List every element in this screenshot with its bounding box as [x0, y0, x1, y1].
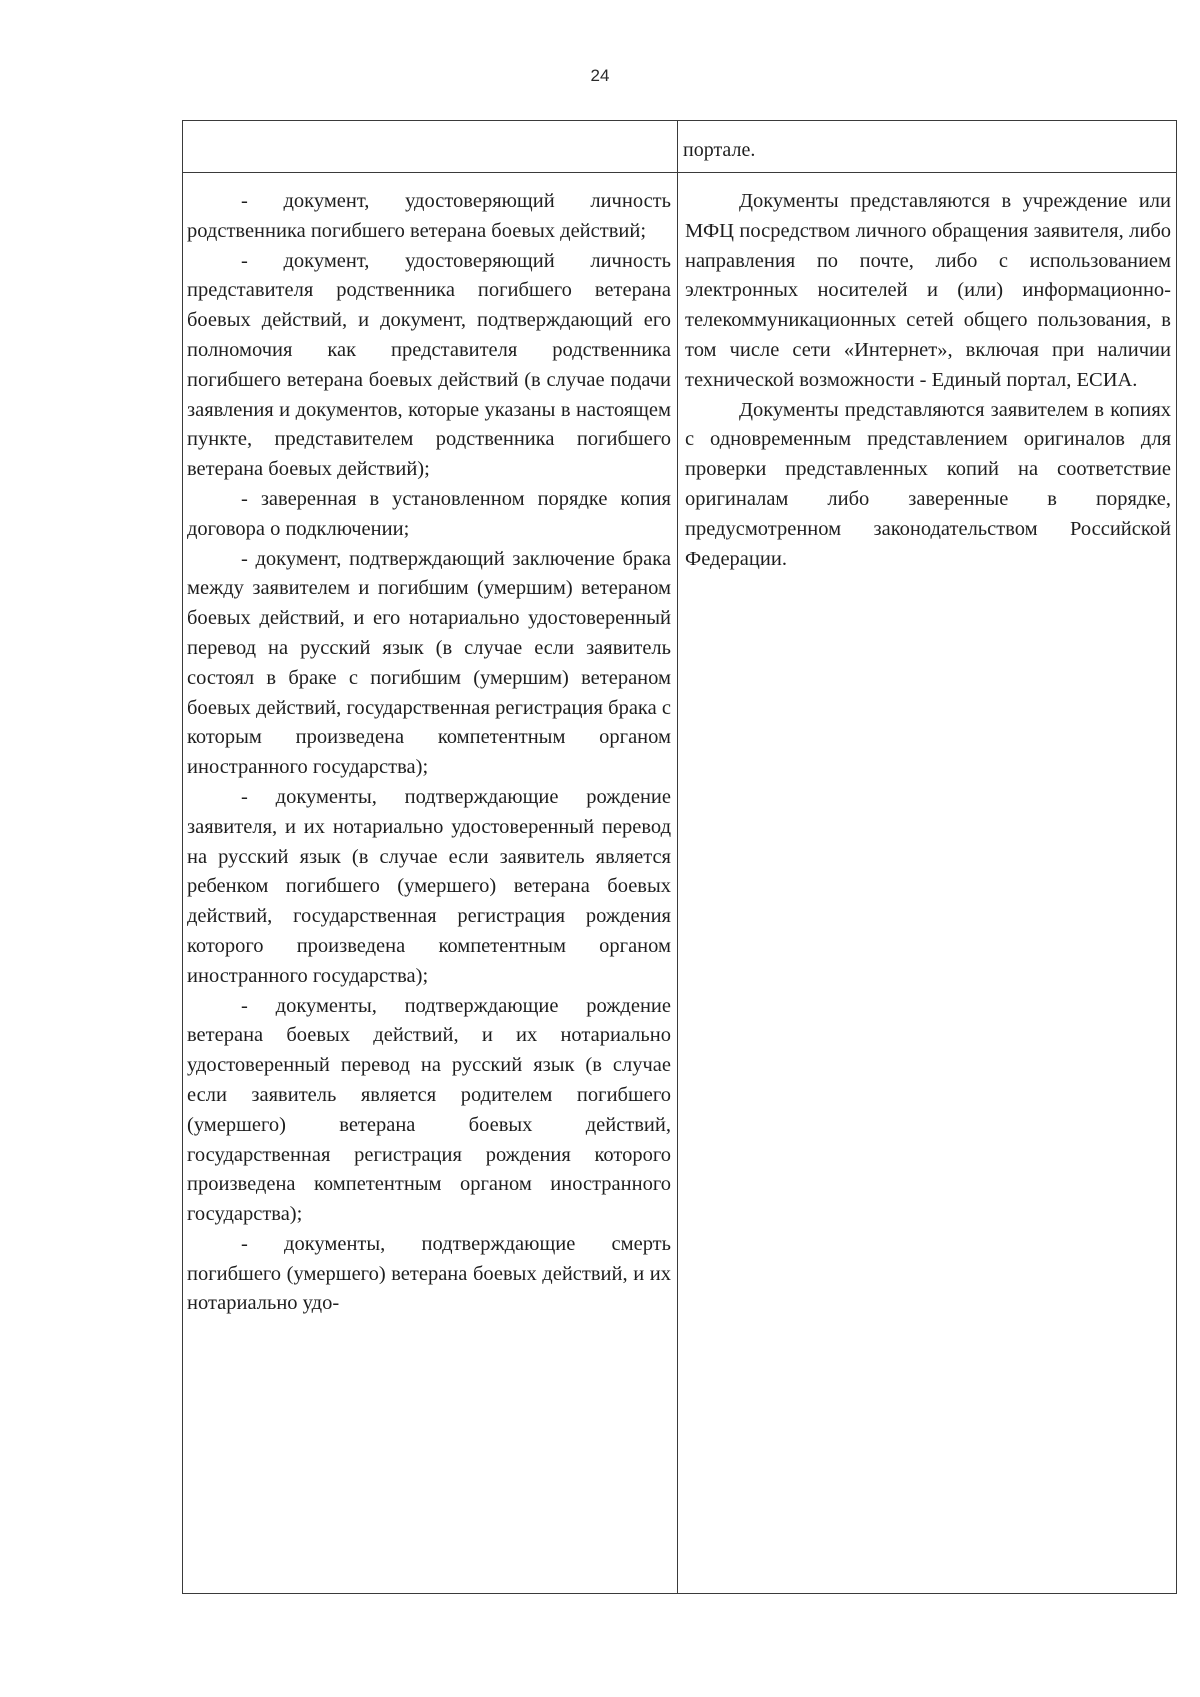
left-paragraph-6: - документы, подтверждающие рождение ветерана боевых действий, и их нотариально удостоверенный перевод на русский язык (в случае если заявитель является родителем погибшего (умершего) ветерана боевых действий, государственная регистрация рождения которого произведена компетентным органом иностранного государства);	[187, 994, 671, 1226]
page-number: 24	[590, 66, 610, 85]
left-paragraph-5: - документы, подтверждающие рождение заявителя, и их нотариально удостоверенный перевод на русский язык (в случае если заявитель является ребенком погибшего (умершего) ветерана боевых действий, государственная регистрация рождения которого произведена компетентным органом иностранного государства);	[187, 785, 671, 987]
document-table	[182, 120, 1177, 1594]
row-divider	[183, 172, 1176, 173]
left-paragraph-4: - документ, подтверждающий заключение брака между заявителем и погибшим (умершим) ветераном боевых действий, и его нотариально удостоверенный перевод на русский язык (в случае если заявитель состоял в браке с погибшим (умершим) ветераном боевых действий, государственная регистрация брака с которым произведена компетентным органом иностранного государства);	[187, 547, 671, 779]
column-divider	[677, 121, 678, 1593]
top-right-cell-text: порталe.	[683, 139, 756, 161]
left-paragraph-2: - документ, удостоверяющий личность представителя родственника погибшего ветерана боевых действий, и документ, подтверждающий его полномочия как представителя родственника погибшего ветерана боевых действий (в случае подачи заявления и документов, которые указаны в настоящем пункте, представителем родственника погибшего ветерана боевых действий);	[187, 249, 671, 481]
left-paragraph-7: - документы, подтверждающие смерть погибшего (умершего) ветерана боевых действий, и их нотариально удо-	[187, 1232, 671, 1315]
left-paragraph-1: - документ, удостоверяющий личность родственника погибшего ветерана боевых действий;	[187, 190, 671, 242]
left-paragraph-3: - заверенная в установленном порядке копия договора о подключении;	[187, 487, 671, 540]
right-paragraph-2: Документы представляются заявителем в копиях с одновременным представлением оригиналов для проверки представленных копий на соответствие оригиналам либо заверенные в порядке, предусмотренном законодательством Российской Федерации.	[685, 398, 1171, 570]
right-column	[685, 187, 1171, 574]
right-paragraph-1: Документы представляются в учреждение или МФЦ посредством личного обращения заявителя, либо направления по почте, либо с использованием электронных носителей и (или) информационно-телекоммуникационных сетей общего пользования, в том числе сети «Интернет», включая при наличии технической возможности - Единый портал, ЕСИА.	[685, 190, 1171, 391]
left-column	[187, 187, 671, 1319]
